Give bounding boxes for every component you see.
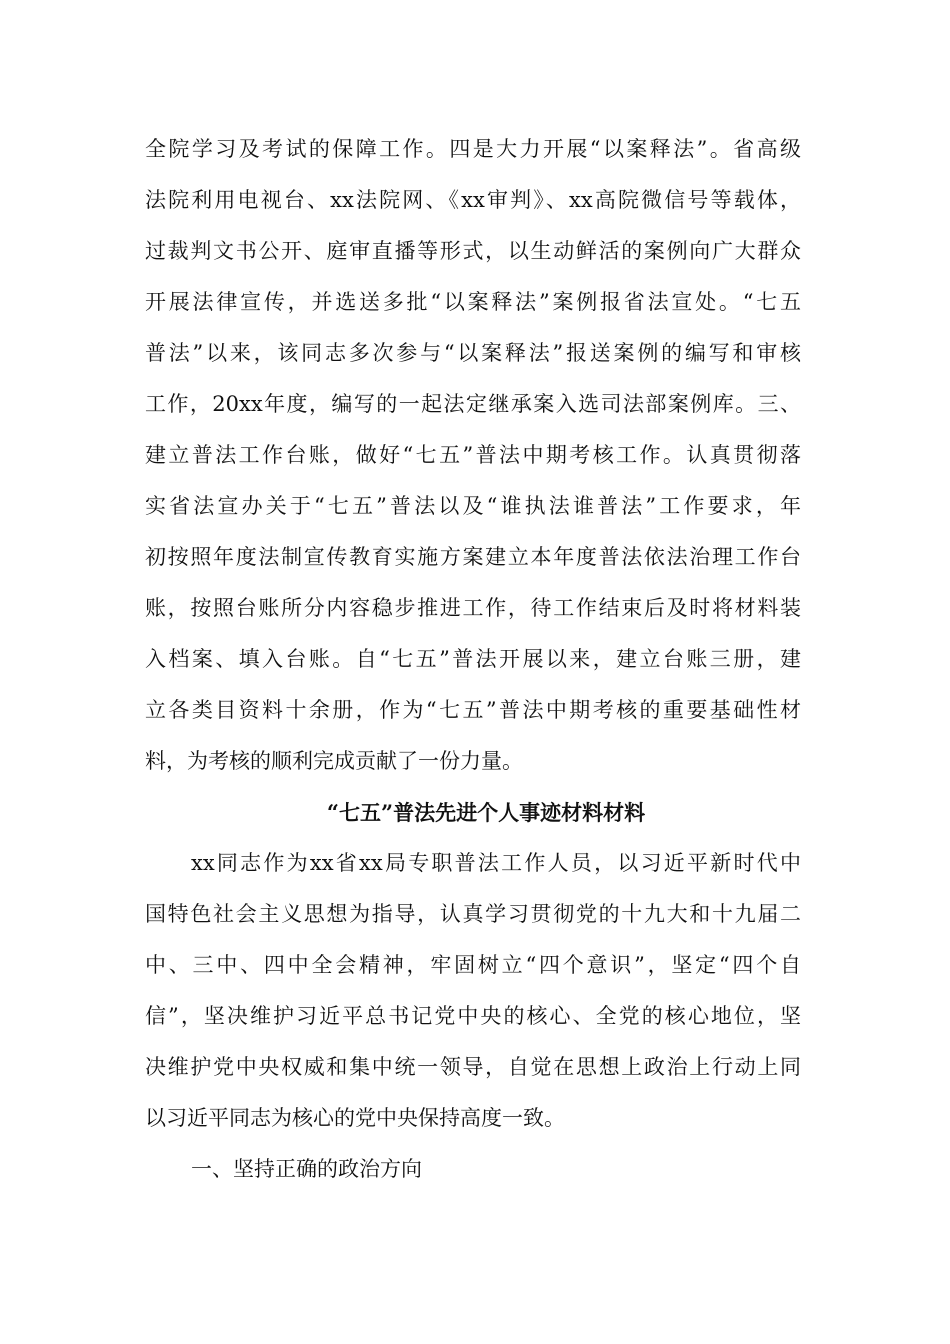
- paragraph-1-line-1: 全院学习及考试的保障工作。四是大力开展“以案释法”。省高级: [145, 137, 801, 161]
- paragraph-2-line-5: 决维护党中央权威和集中统一领导，自觉在思想上政治上行动上同: [145, 1055, 801, 1079]
- paragraph-1-line-11: 入档案、填入台账。自“七五”普法开展以来，建立台账三册，建: [145, 647, 801, 671]
- paragraph-2-line-2: 国特色社会主义思想为指导，认真学习贯彻党的十九大和十九届二: [145, 902, 801, 926]
- paragraph-1-line-12: 立各类目资料十余册，作为“七五”普法中期考核的重要基础性材: [145, 698, 801, 722]
- paragraph-1: [145, 124, 801, 787]
- paragraph-2-line-1: xx同志作为xx省xx局专职普法工作人员，以习近平新时代中: [191, 851, 801, 875]
- paragraph-2-line-4: 信”，坚决维护习近平总书记党中央的核心、全党的核心地位，坚: [145, 1004, 801, 1028]
- paragraph-1-line-13: 料，为考核的顺利完成贡献了一份力量。: [145, 749, 523, 773]
- paragraph-1-line-8: 实省法宣办关于“七五”普法以及“谁执法谁普法”工作要求，年: [145, 494, 801, 518]
- section-1-title: 一、坚持正确的政治方向: [191, 1157, 422, 1181]
- paragraph-1-line-4: 开展法律宣传，并选送多批“以案释法”案例报省法宣处。“七五: [145, 290, 801, 314]
- paragraph-1-line-6: 工作，20xx年度，编写的一起法定继承案入选司法部案例库。三、: [145, 392, 801, 416]
- document-body: [145, 124, 801, 1195]
- paragraph-2: [145, 838, 801, 1144]
- paragraph-1-line-2: 法院利用电视台、xx法院网、《xx审判》、xx高院微信号等载体，: [145, 188, 801, 212]
- paragraph-2-line-3: 中、三中、四中全会精神，牢固树立“四个意识”，坚定“四个自: [145, 953, 801, 977]
- paragraph-1-line-5: 普法”以来，该同志多次参与“以案释法”报送案例的编写和审核: [145, 341, 801, 365]
- paragraph-1-line-7: 建立普法工作台账，做好“七五”普法中期考核工作。认真贯彻落: [145, 443, 801, 467]
- paragraph-1-line-10: 账，按照台账所分内容稳步推进工作，待工作结束后及时将材料装: [145, 596, 801, 620]
- paragraph-1-line-9: 初按照年度法制宣传教育实施方案建立本年度普法依法治理工作台: [145, 545, 801, 569]
- paragraph-1-line-3: 过裁判文书公开、庭审直播等形式，以生动鲜活的案例向广大群众: [145, 239, 801, 263]
- section-heading: “七五”普法先进个人事迹材料材料: [326, 800, 646, 825]
- paragraph-2-line-6: 以习近平同志为核心的党中央保持高度一致。: [145, 1106, 565, 1130]
